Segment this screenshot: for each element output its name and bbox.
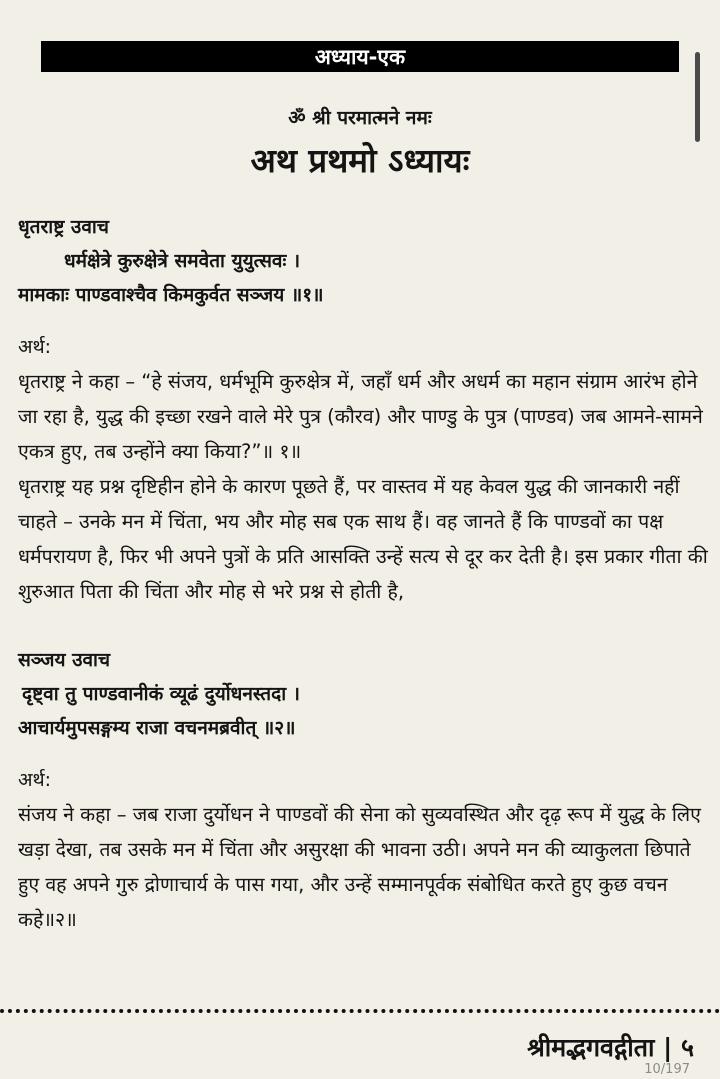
verse-line: धर्मक्षेत्रे कुरुक्षेत्रे समवेता युयुत्सवः । — [64, 250, 301, 272]
invocation: ॐ श्री परमात्मने नमः — [288, 107, 432, 129]
speaker-heading: धृतराष्ट्र उवाच — [18, 216, 109, 238]
verse-section-2 — [18, 643, 708, 937]
meaning-label: अर्थ: — [18, 769, 52, 791]
page-indicator: 10/197 — [644, 1062, 690, 1077]
page-content — [18, 210, 708, 937]
meaning-text: धृतराष्ट्र ने कहा – “हे संजय, धर्मभूमि कुरुक्षेत्र में, जहाँ धर्म और अधर्म का महान संग्राम आरंभ होने जा रहा है, युद्ध की इच्छा रखने वाले मेरे पुत्र (कौरव) और पाण्डु के पुत्र (पाण्डव) जब आमने-सामने एकत्र हुए, तब उन्होंने क्या किया?”॥ १॥ — [18, 370, 703, 463]
footer-book-title: श्रीमद्भगवद्गीता | ५ — [527, 1033, 694, 1062]
chapter-header-bar — [41, 41, 679, 72]
verse-section-1 — [18, 210, 708, 609]
verse-line: मामकाः पाण्डवाश्चैव किमकुर्वत सञ्जय ॥१॥ — [18, 284, 324, 306]
speaker-heading: सञ्जय उवाच — [18, 649, 111, 671]
chapter-title: अथ प्रथमो ऽध्यायः — [250, 141, 470, 180]
meaning-label: अर्थ: — [18, 336, 52, 358]
section-spacer — [18, 609, 708, 643]
commentary-text: धृतराष्ट्र यह प्रश्न दृष्टिहीन होने के कारण पूछते हैं, पर वास्तव में यह केवल युद्ध की जानकारी नहीं चाहते – उनके मन में चिंता, भय और मोह सब एक साथ हैं। वह जानते हैं कि पाण्डवों का पक्ष धर्मपरायण है, फिर भी अपने पुत्रों के प्रति आसक्ति उन्हें सत्य से दूर कर देती है। इस प्रकार गीता की शुरुआत पिता की चिंता और मोह से भरे प्रश्न से होती है, — [18, 475, 708, 603]
verse-line: आचार्यमुपसङ्गम्य राजा वचनमब्रवीत् ॥२॥ — [18, 717, 296, 739]
meaning-text: संजय ने कहा – जब राजा दुर्योधन ने पाण्डवों की सेना को सुव्यवस्थित और दृढ़ रूप में युद्ध के लिए खड़ा देखा, तब उसके मन में चिंता और असुरक्षा की भावना उठी। अपने मन की व्याकुलता छिपाते हुए वह अपने गुरु द्रोणाचार्य के पास गया, और उन्हें सम्मानपूर्वक संबोधित करते हुए कुछ वचन कहे॥२॥ — [18, 803, 701, 931]
chapter-label: अध्याय-एक — [314, 44, 406, 69]
footer-divider — [0, 1009, 720, 1013]
verse-line: दृष्ट्वा तु पाण्डवानीकं व्यूढं दुर्योधनस्तदा । — [22, 683, 300, 705]
